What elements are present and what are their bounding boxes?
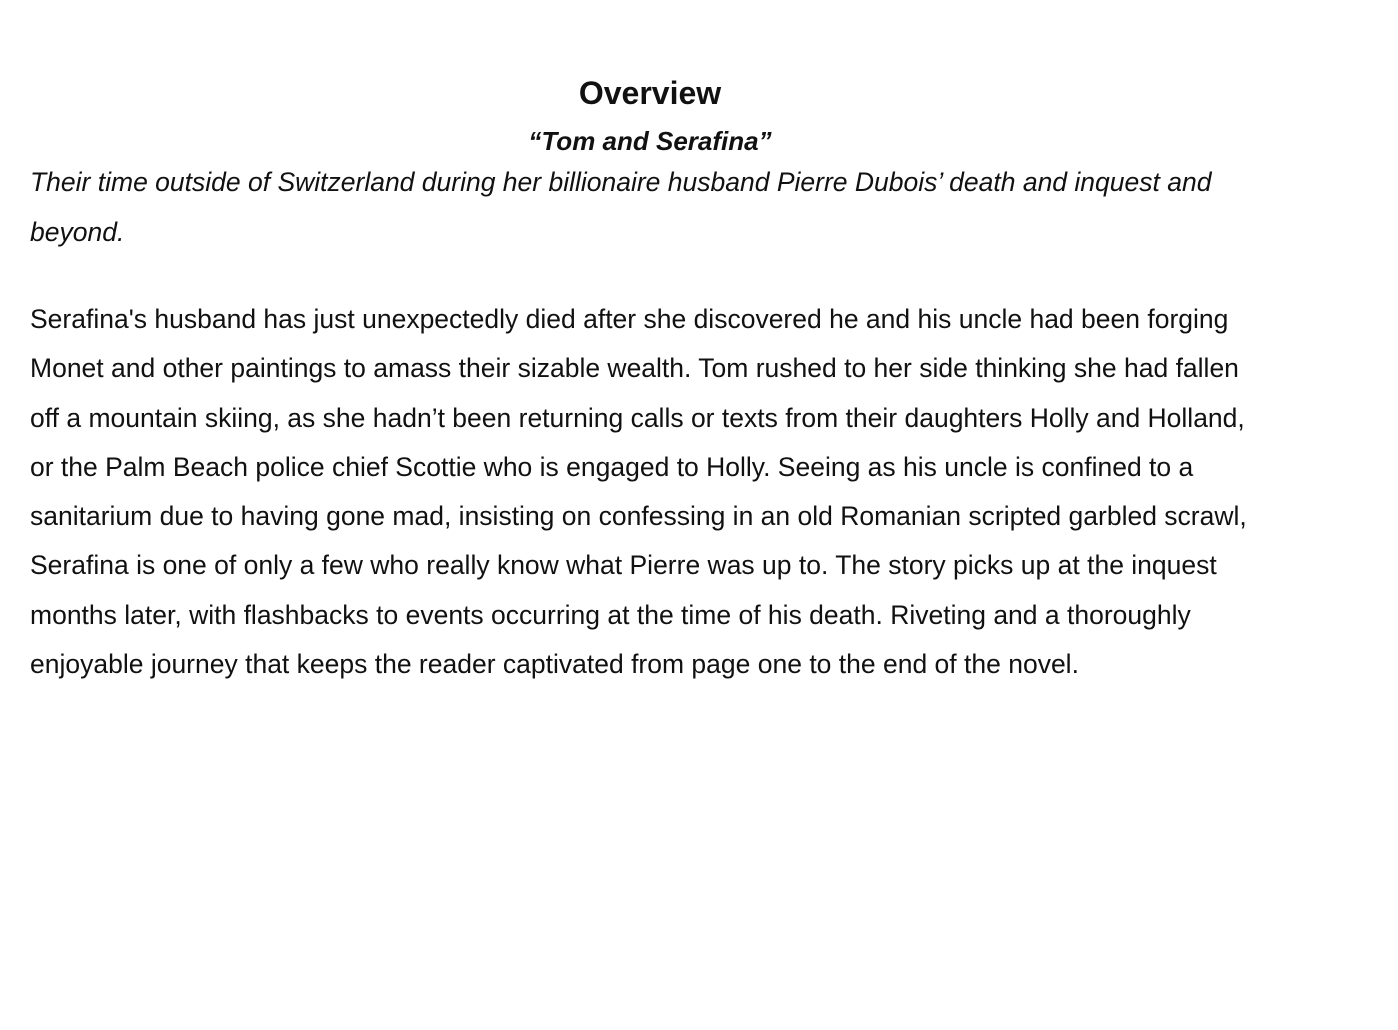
document-subtitle: “Tom and Serafina” [528, 126, 772, 156]
document-page [30, 72, 1270, 689]
document-title: Overview [578, 75, 722, 111]
document-tagline: Their time outside of Switzerland during her billionaire husband Pierre Dubois’ death and inquest and beyond. [30, 167, 1212, 247]
document-body-paragraph: Serafina's husband has just unexpectedly died after she discovered he and his uncle had been forging Monet and other paintings to amass their sizable wealth. Tom rushed to her side thinking she had fallen off a mountain skiing, as she hadn’t been returning calls or texts from their daughters Holly and Holland, or the Palm Beach police chief Scottie who is engaged to Holly. Seeing as his uncle is confined to a sanitarium due to having gone mad, insisting on confessing in an old Romanian scripted garbled scrawl, Serafina is one of only a few who really know what Pierre was up to. The story picks up at the inquest months later, with flashbacks to events occurring at the time of his death. Riveting and a thoroughly enjoyable journey that keeps the reader captivated from page one to the end of the novel. [30, 304, 1247, 680]
